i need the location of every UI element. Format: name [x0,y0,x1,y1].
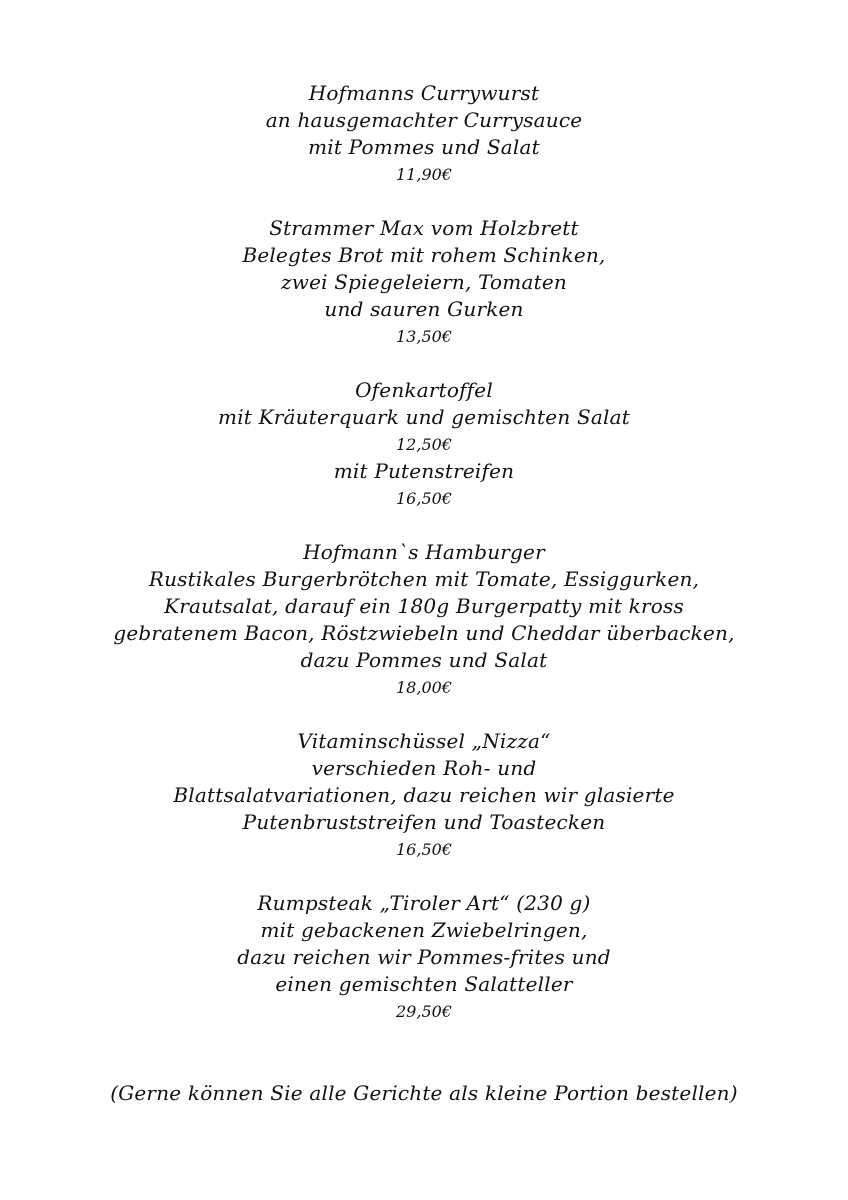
dish-description: an hausgemachter Currysauce [265,108,583,132]
dish-description: Belegtes Brot mit rohem Schinken, [242,243,606,267]
dish-description: Putenbruststreifen und Toastecken [242,810,606,834]
dish-description: gebratenem Bacon, Röstzwiebeln und Cheddar überbacken, [113,621,735,645]
dish-title: Hofmanns Currywurst [308,81,540,105]
dish-title: Rumpsteak „Tiroler Art“ (230 g) [257,891,591,915]
dish-title: Vitaminschüssel „Nizza“ [297,729,551,753]
dish-description: mit Kräuterquark und gemischten Salat [218,405,630,429]
dish-description: zwei Spiegeleiern, Tomaten [281,270,567,294]
dish-price: 29,50€ [396,1002,452,1021]
dish-description: dazu reichen wir Pommes-frites und [237,945,611,969]
dish-hamburger [0,539,848,701]
dish-rumpsteak [0,890,848,1025]
dish-description: und sauren Gurken [324,297,524,321]
dish-price: 12,50€ [396,435,452,454]
dish-option-price: 16,50€ [396,489,452,508]
menu-list [0,80,848,1052]
dish-strammer-max [0,215,848,350]
dish-price: 13,50€ [396,327,452,346]
dish-title: Ofenkartoffel [355,378,493,402]
dish-option: mit Putenstreifen [333,459,515,483]
dish-description: Blattsalatvariationen, dazu reichen wir glasierte [173,783,675,807]
dish-title: Hofmann`s Hamburger [303,540,545,564]
dish-price: 16,50€ [396,840,452,859]
dish-ofenkartoffel [0,377,848,512]
dish-description: Rustikales Burgerbrötchen mit Tomate, Essiggurken, [148,567,700,591]
dish-price: 18,00€ [396,678,452,697]
footer-note: (Gerne können Sie alle Gerichte als kleine Portion bestellen) [110,1081,738,1105]
dish-price: 11,90€ [396,165,452,184]
dish-description: mit Pommes und Salat [308,135,540,159]
dish-description: verschieden Roh- und [311,756,537,780]
dish-description: Krautsalat, darauf ein 180g Burgerpatty mit kross [164,594,684,618]
dish-description: mit gebackenen Zwiebelringen, [260,918,588,942]
dish-vitaminschuessel [0,728,848,863]
dish-currywurst [0,80,848,188]
dish-description: dazu Pommes und Salat [300,648,548,672]
dish-description: einen gemischten Salatteller [275,972,573,996]
dish-title: Strammer Max vom Holzbrett [269,216,579,240]
